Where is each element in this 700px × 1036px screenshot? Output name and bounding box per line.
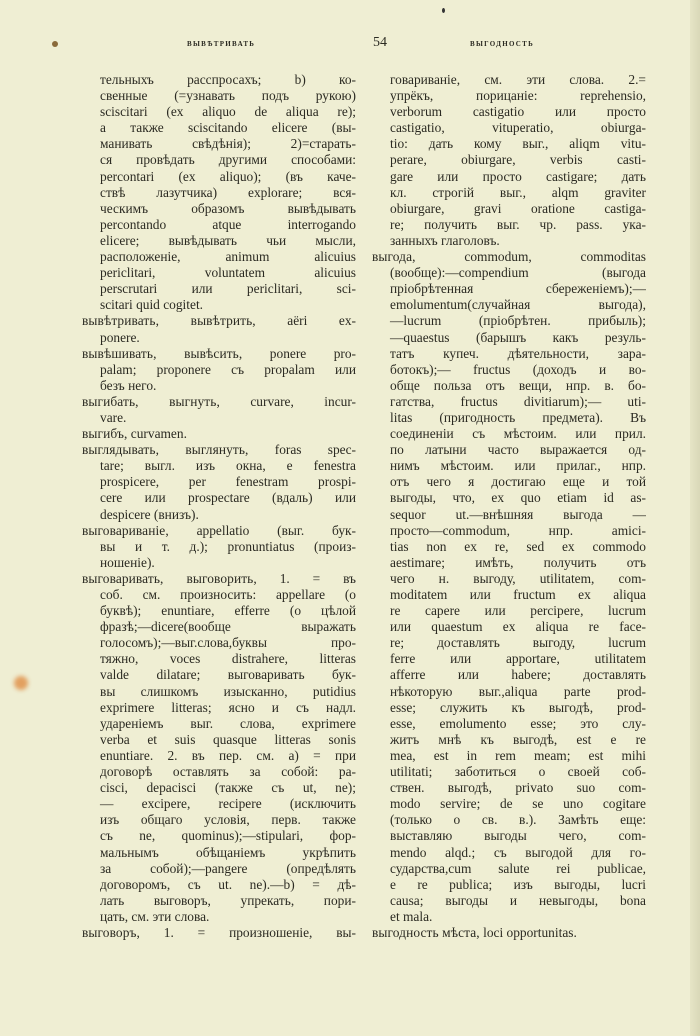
- line-text: et mala.: [390, 908, 433, 924]
- headword: вывѣтривать, вывѣтрить,: [82, 313, 256, 329]
- text-line: [372, 265, 646, 281]
- line-text: занныхъ глаголовъ.: [390, 232, 500, 248]
- entry-headword-line: [372, 925, 646, 941]
- line-text: re capere или percipere, lucrum: [390, 603, 646, 619]
- text-line: [372, 410, 646, 426]
- text-line: [82, 217, 356, 233]
- text-line: [82, 507, 356, 523]
- text-line: [372, 152, 646, 168]
- text-line: [372, 169, 646, 185]
- line-text: re; доставлять выгоду, lucrum: [390, 635, 646, 651]
- text-line: [82, 845, 356, 861]
- headword: выгодность мѣста,: [372, 924, 480, 940]
- text-line: [372, 474, 646, 490]
- text-line: [82, 169, 356, 185]
- headword: вывѣшивать, вывѣсить,: [82, 345, 243, 361]
- text-line: [372, 185, 646, 201]
- headword: выговаривать, выговорить,: [82, 570, 257, 586]
- text-line: [372, 136, 646, 152]
- line-text: расположеніе, animum alicuius: [100, 249, 356, 265]
- text-line: [372, 764, 646, 780]
- text-line: [372, 555, 646, 571]
- line-text: за собой);—pangere (опредѣлять: [100, 860, 356, 876]
- entry-headword-line: [82, 394, 356, 410]
- line-text: aestimare; имѣть, получить отъ: [390, 554, 646, 570]
- text-line: [372, 909, 646, 925]
- line-text: удареніемъ выг. слова, exprimere: [100, 715, 356, 731]
- text-line: [82, 249, 356, 265]
- text-line: [82, 474, 356, 490]
- line-text: мальнымъ обѣщаніемъ укрѣпить: [100, 844, 356, 860]
- line-text: elicere; вывѣдывать чьи мысли,: [100, 232, 356, 248]
- line-text: obiurgare, gravi oratione castiga-: [390, 200, 646, 216]
- line-text: манивать свѣдѣнія); 2)=старать-: [100, 136, 356, 152]
- line-text: mea, est in rem meam; est mihi: [390, 747, 646, 763]
- line-text: а также sciscitando elicere (вы-: [100, 120, 356, 136]
- text-line: [82, 362, 356, 378]
- text-line: [372, 88, 646, 104]
- line-text: выставляю выгоды чего, com-: [390, 828, 646, 844]
- text-line: [372, 330, 646, 346]
- line-text: tias non ex re, sed ex commodo: [390, 538, 646, 554]
- line-text: договоромъ, съ ut. ne).—b) = дѣ-: [100, 876, 356, 892]
- line-text: curvamen.: [127, 426, 187, 442]
- text-line: [82, 909, 356, 925]
- text-line: [82, 555, 356, 571]
- line-text: afferre или habere; доставлять: [390, 667, 646, 683]
- text-line: [82, 619, 356, 635]
- text-line: [372, 651, 646, 667]
- line-text: изъ общаго условія, перв. также: [100, 812, 356, 828]
- text-line: [372, 297, 646, 313]
- text-line: [372, 845, 646, 861]
- headword: выглядывать, выглянуть,: [82, 442, 249, 458]
- text-line: [372, 104, 646, 120]
- line-text: despicere (внизъ).: [100, 506, 199, 522]
- text-line: [372, 667, 646, 683]
- line-text: чего н. выгоду, utilitatem, com-: [390, 570, 646, 586]
- text-line: [372, 780, 646, 796]
- line-text: ческимъ образомъ вывѣдывать: [100, 200, 356, 216]
- text-line: [82, 651, 356, 667]
- line-text: вы и т. д.); pronuntiatus (произ-: [100, 538, 356, 554]
- text-line: [82, 104, 356, 120]
- line-text: голосомъ);—выг.слова,буквы про-: [100, 635, 356, 651]
- line-text: curvare, incur-: [219, 393, 356, 409]
- text-line: [372, 748, 646, 764]
- text-line: [82, 780, 356, 796]
- text-line: [372, 700, 646, 716]
- entry-headword-line: [82, 426, 356, 442]
- line-text: ponere.: [100, 329, 140, 345]
- headword: выгибать, выгнуть,: [82, 393, 220, 409]
- text-line: [372, 877, 646, 893]
- entry-headword-line: [82, 313, 356, 329]
- text-line: [82, 893, 356, 909]
- line-text: ся провѣдать другими способами:: [100, 152, 356, 168]
- text-line: [82, 185, 356, 201]
- text-line: [82, 877, 356, 893]
- text-line: [372, 684, 646, 700]
- line-text: emolumentum(случайная выгода),: [390, 297, 646, 313]
- text-line: [372, 217, 646, 233]
- line-text: цать, см. эти слова.: [100, 908, 210, 924]
- headword: выговоръ,: [82, 924, 140, 940]
- text-line: [82, 152, 356, 168]
- text-line: [372, 490, 646, 506]
- line-text: exprimere litteras; ясно и съ надл.: [100, 699, 356, 715]
- paper-stain: [14, 676, 28, 690]
- line-text: —lucrum (пріобрѣтен. прибыль);: [390, 313, 646, 329]
- line-text: mendo alqd.; съ выгодой для го-: [390, 844, 646, 860]
- text-line: [372, 587, 646, 603]
- text-line: [82, 72, 356, 88]
- line-text: appellatio (выг. бук-: [168, 522, 356, 538]
- text-line: [82, 136, 356, 152]
- line-text: тельныхъ расспросахъ; b) ко-: [100, 72, 356, 87]
- entry-headword-line: [82, 346, 356, 362]
- line-text: periclitari, voluntatem alicuius: [100, 265, 356, 281]
- line-text: cisci, depacisci (также съ ut, ne);: [100, 780, 356, 796]
- line-text: esse, emolumento esse; это слу-: [390, 715, 646, 731]
- text-line: [372, 507, 646, 523]
- text-line: [82, 88, 356, 104]
- entry-headword-line: [82, 925, 356, 941]
- text-line: [372, 635, 646, 651]
- text-line: [82, 490, 356, 506]
- text-line: [82, 861, 356, 877]
- line-text: —quaestus (барышъ какъ резуль-: [390, 329, 646, 345]
- text-line: [82, 233, 356, 249]
- text-line: [82, 700, 356, 716]
- entry-headword-line: [82, 571, 356, 587]
- text-line: [82, 281, 356, 297]
- text-line: [82, 732, 356, 748]
- line-text: percontari (ex aliquo); (въ каче-: [100, 168, 356, 184]
- text-line: [372, 233, 646, 249]
- text-line: [82, 796, 356, 812]
- line-text: (только о св. в.). Замѣть еще:: [390, 812, 646, 828]
- text-line: [372, 378, 646, 394]
- text-line: [372, 812, 646, 828]
- text-line: [372, 523, 646, 539]
- line-text: gare или просто castigare; дать: [390, 168, 646, 184]
- text-line: [82, 748, 356, 764]
- text-line: [82, 635, 356, 651]
- text-line: [372, 72, 646, 88]
- text-line: [372, 796, 646, 812]
- line-text: vare.: [100, 409, 127, 425]
- text-line: [372, 732, 646, 748]
- text-line: [82, 201, 356, 217]
- headword: выгибъ,: [82, 426, 128, 442]
- line-text: гатства, fructus divitiarum);— uti-: [390, 393, 646, 409]
- line-text: cere или prospectare (вдаль) или: [100, 490, 356, 506]
- text-line: [82, 684, 356, 700]
- paper-stain: [52, 41, 58, 47]
- line-text: ponere pro-: [242, 345, 356, 361]
- text-line: [82, 378, 356, 394]
- line-text: соб. см. произносить: appellare (о: [100, 587, 356, 602]
- line-text: perare, obiurgare, verbis casti-: [390, 152, 646, 168]
- text-line: [82, 458, 356, 474]
- entry-headword-line: [82, 442, 356, 458]
- line-text: обще польза отъ вещи, нпр. в. бо-: [390, 377, 646, 393]
- line-text: соединеніи съ мѣстоим. или прил.: [390, 426, 646, 442]
- text-line: [82, 587, 356, 603]
- line-text: ствѣ лазутчика) explorare; вся-: [100, 184, 356, 200]
- line-text: ботокъ);— fructus (доходъ и во-: [390, 361, 646, 377]
- line-text: буквѣ); enuntiare, efferre (о цѣлой: [100, 603, 356, 619]
- line-text: percontando atque interrogando: [100, 216, 356, 232]
- line-text: безъ него.: [100, 377, 157, 393]
- text-line: [372, 603, 646, 619]
- line-text: e re publica; изъ выгоды, lucri: [390, 876, 646, 892]
- page-edge: [690, 0, 700, 1036]
- line-text: 1. = произношеніе, вы-: [139, 924, 356, 940]
- running-head-right: выгодность: [470, 38, 535, 49]
- line-text: сударства,cum salute rei publicae,: [390, 860, 646, 876]
- text-line: [82, 120, 356, 136]
- line-text: utilitati; заботиться о своей соб-: [390, 764, 646, 780]
- line-text: нѣкоторую выг.,aliqua parte prod-: [390, 683, 646, 699]
- line-text: или quaestum ex aliqua re face-: [390, 619, 646, 635]
- line-text: causa; выгоды и невыгоды, bona: [390, 892, 646, 908]
- text-line: [82, 330, 356, 346]
- text-line: [372, 716, 646, 732]
- line-text: договорѣ оставлять за собой: pa-: [100, 764, 356, 780]
- line-text: по латыни часто выражается од-: [390, 442, 646, 458]
- line-text: пріобрѣтенная сбереженіемъ);—: [390, 281, 646, 297]
- right-column: [372, 72, 646, 941]
- text-line: [372, 828, 646, 844]
- text-line: [372, 861, 646, 877]
- paper-stain: [442, 8, 445, 13]
- text-line: [372, 619, 646, 635]
- line-text: вы слишкомъ изысканно, putidius: [100, 683, 356, 699]
- line-text: упрёкъ, порицаніе: reprehensio,: [390, 88, 646, 104]
- running-head-left: вывѣтривать: [187, 38, 256, 49]
- line-text: modo servire; de se uno cogitare: [390, 796, 646, 812]
- line-text: commodum, commoditas: [415, 249, 646, 265]
- text-line: [82, 812, 356, 828]
- line-text: — excipere, recipere (исключить: [100, 796, 356, 812]
- line-text: 1. = въ: [256, 570, 356, 586]
- line-text: татъ купеч. дѣятельности, зара-: [390, 345, 646, 361]
- line-text: aëri ex-: [255, 313, 356, 329]
- line-text: съ ne, quominus);—stipulari, фор-: [100, 828, 356, 844]
- headword: выговариваніе,: [82, 522, 169, 538]
- text-line: [82, 764, 356, 780]
- line-text: valde dilatare; выговаривать бук-: [100, 667, 356, 683]
- line-text: sciscitari (ex aliquo de aliqua re);: [100, 104, 356, 120]
- line-text: житъ мнѣ къ выгодѣ, est e re: [390, 731, 646, 747]
- line-text: foras spec-: [248, 442, 356, 458]
- line-text: castigatio, vituperatio, obiurga-: [390, 120, 646, 136]
- line-text: (вообще):—compendium (выгода: [390, 265, 646, 281]
- text-line: [82, 539, 356, 555]
- line-text: говариваніе, см. эти слова. 2.=: [390, 72, 646, 87]
- line-text: tio: дать кому выг., aliqm vitu-: [390, 136, 646, 152]
- line-text: просто—commodum, нпр. amici-: [390, 522, 646, 538]
- text-line: [82, 716, 356, 732]
- line-text: тяжно, voces distrahere, litteras: [100, 651, 356, 667]
- text-line: [372, 362, 646, 378]
- line-text: лать выговоръ, упрекать, пори-: [100, 892, 356, 908]
- line-text: нимъ мѣстоим. или прилаг., нпр.: [390, 458, 646, 474]
- text-line: [372, 281, 646, 297]
- text-line: [372, 426, 646, 442]
- line-text: enuntiare. 2. въ пер. см. a) = при: [100, 747, 356, 763]
- line-text: loci opportunitas.: [479, 924, 577, 940]
- line-text: фразѣ;—dicere(вообще выражать: [100, 619, 356, 635]
- text-line: [372, 201, 646, 217]
- text-line: [372, 442, 646, 458]
- text-line: [82, 265, 356, 281]
- line-text: свенные (=узнавать подъ рукою): [100, 88, 356, 104]
- entry-headword-line: [82, 523, 356, 539]
- text-line: [82, 297, 356, 313]
- text-line: [372, 394, 646, 410]
- line-text: moditatem или fructum ex aliqua: [390, 587, 646, 602]
- text-line: [82, 667, 356, 683]
- text-line: [82, 410, 356, 426]
- line-text: perscrutari или periclitari, sci-: [100, 281, 356, 297]
- line-text: esse; служить къ выгодѣ, prod-: [390, 699, 646, 715]
- text-line: [372, 120, 646, 136]
- text-line: [372, 539, 646, 555]
- line-text: ношеніе).: [100, 554, 155, 570]
- entry-headword-line: [372, 249, 646, 265]
- text-line: [372, 571, 646, 587]
- line-text: выгоды, что, ex quo etiam id as-: [390, 490, 646, 506]
- headword: выгода,: [372, 249, 416, 265]
- line-text: ствен. выгодѣ, privato suo com-: [390, 780, 646, 796]
- line-text: palam; proponere съ propalam или: [100, 361, 356, 377]
- line-text: scitari quid cogitet.: [100, 297, 204, 313]
- line-text: кл. строгій выг., alqm graviter: [390, 184, 646, 200]
- line-text: verborum castigatio или просто: [390, 104, 646, 120]
- text-line: [372, 458, 646, 474]
- text-line: [372, 346, 646, 362]
- line-text: sequor ut.—внѣшняя выгода —: [390, 506, 646, 522]
- text-line: [372, 893, 646, 909]
- text-line: [372, 313, 646, 329]
- line-text: litas (пригодность предмета). Въ: [390, 409, 646, 425]
- line-text: verba et suis quasque litteras sonis: [100, 731, 356, 747]
- left-column: [82, 72, 356, 941]
- text-line: [82, 603, 356, 619]
- line-text: re; получить выг. чр. pass. ука-: [390, 216, 646, 232]
- line-text: prospicere, per fenestram prospi-: [100, 474, 356, 490]
- line-text: отъ чего я достигаю еще и той: [390, 474, 646, 490]
- text-line: [82, 828, 356, 844]
- line-text: tare; выгл. изъ окна, e fenestra: [100, 458, 356, 474]
- line-text: ferre или apportare, utilitatem: [390, 651, 646, 667]
- page-number: 54: [373, 35, 387, 50]
